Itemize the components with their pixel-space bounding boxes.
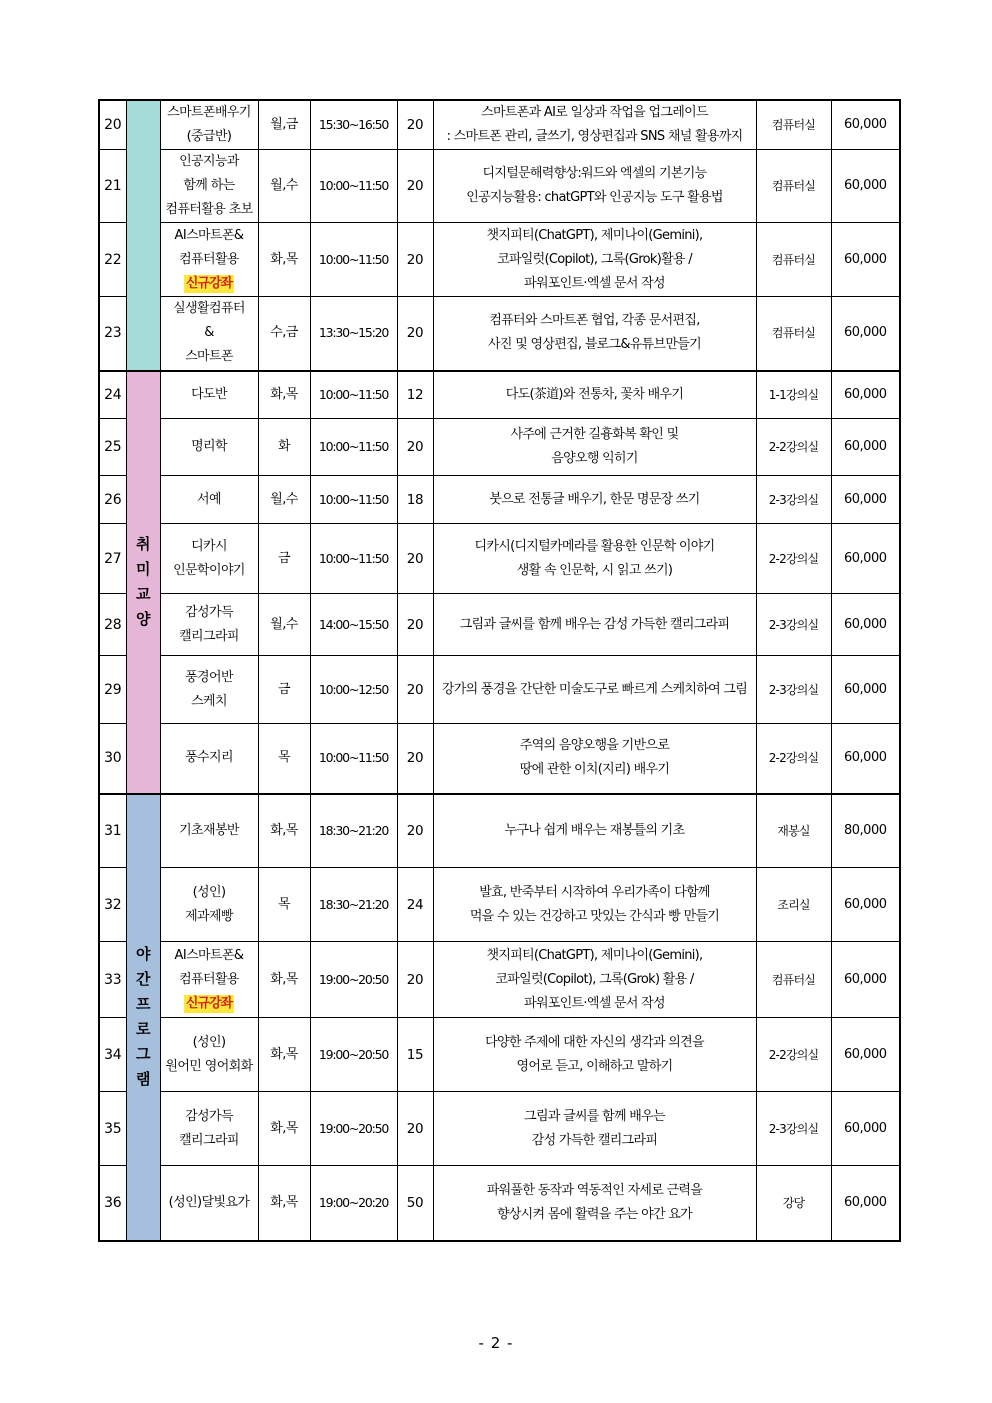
class-time: 10:00~11:50 — [310, 724, 397, 794]
course-name-line: 다도반 — [191, 386, 227, 402]
capacity: 18 — [397, 476, 433, 524]
class-time: 19:00~20:50 — [310, 1092, 397, 1166]
class-days: 금 — [258, 656, 310, 724]
description-line: 감성 가득한 캘리그라피 — [531, 1132, 658, 1148]
table-row — [99, 1092, 900, 1166]
course-name-line: 스케치 — [191, 693, 227, 709]
course-description — [433, 419, 756, 476]
row-number: 22 — [99, 223, 126, 297]
course-fee: 60,000 — [831, 656, 900, 724]
description-line: 사주에 근거한 길흉화복 확인 및 — [510, 427, 679, 442]
category-cell-hobby — [126, 371, 160, 794]
course-name-line: (성인) — [192, 884, 226, 900]
course-name-line: 명리학 — [191, 439, 227, 454]
classroom: 재봉실 — [756, 794, 831, 868]
class-time: 18:30~21:20 — [310, 794, 397, 868]
class-time: 14:00~15:50 — [310, 594, 397, 656]
classroom: 2-3강의실 — [756, 476, 831, 524]
classroom: 조리실 — [756, 868, 831, 942]
course-fee: 60,000 — [831, 223, 900, 297]
description-line: 향상시켜 몸에 활력을 주는 야간 요가 — [496, 1206, 693, 1222]
description-line: 주역의 음양오행을 기반으로 — [519, 738, 670, 754]
course-name-line: 감성가득 — [185, 604, 233, 620]
description-line: 파워포인트·엑셀 문서 작성 — [524, 275, 665, 291]
table-row — [99, 724, 900, 794]
capacity: 20 — [397, 100, 433, 150]
description-line: 챗지피티(ChatGPT), 제미나이(Gemini), — [486, 227, 703, 243]
schedule-body — [99, 100, 900, 1241]
course-name-line: 함께 하는 — [183, 178, 235, 193]
course-description — [433, 100, 756, 150]
capacity: 12 — [397, 371, 433, 419]
course-name-line: 컴퓨터활용 초보 — [165, 202, 253, 217]
course-fee: 60,000 — [831, 942, 900, 1018]
course-fee: 60,000 — [831, 100, 900, 150]
row-number: 26 — [99, 476, 126, 524]
description-line: 그림과 글씨를 함께 배우는 — [524, 1108, 665, 1124]
course-name-line: 캘리그라피 — [179, 1132, 239, 1148]
course-fee: 60,000 — [831, 371, 900, 419]
classroom: 강당 — [756, 1166, 831, 1241]
class-time: 10:00~12:50 — [310, 656, 397, 724]
class-time: 10:00~11:50 — [310, 524, 397, 594]
course-name — [160, 223, 258, 297]
table-row — [99, 594, 900, 656]
table-row — [99, 297, 900, 371]
class-days: 월,금 — [258, 100, 310, 150]
classroom: 컴퓨터실 — [756, 223, 831, 297]
course-name — [160, 100, 258, 150]
capacity: 20 — [397, 656, 433, 724]
course-name-line: & — [204, 325, 214, 341]
row-number: 32 — [99, 868, 126, 942]
table-row — [99, 419, 900, 476]
capacity: 20 — [397, 419, 433, 476]
course-description — [433, 371, 756, 419]
course-description — [433, 476, 756, 524]
class-days: 목 — [258, 868, 310, 942]
course-name-line: 원어민 영어회화 — [165, 1058, 253, 1074]
new-course-badge: 신규강좌 — [185, 995, 233, 1011]
class-days: 금 — [258, 524, 310, 594]
course-description — [433, 656, 756, 724]
description-line: 그림과 글씨를 함께 배우는 감성 가득한 캘리그라피 — [459, 616, 730, 632]
category-cell-night — [126, 794, 160, 1241]
classroom: 2-2강의실 — [756, 419, 831, 476]
course-name — [160, 724, 258, 794]
capacity: 20 — [397, 942, 433, 1018]
course-name-line: 컴퓨터활용 — [179, 971, 239, 987]
class-days: 월,수 — [258, 476, 310, 524]
course-name — [160, 524, 258, 594]
row-number: 27 — [99, 524, 126, 594]
course-name — [160, 1166, 258, 1241]
class-days: 화 — [258, 419, 310, 476]
row-number: 35 — [99, 1092, 126, 1166]
course-fee: 60,000 — [831, 524, 900, 594]
course-fee: 60,000 — [831, 150, 900, 223]
course-description — [433, 1018, 756, 1092]
row-number: 24 — [99, 371, 126, 419]
description-line: 인공지능활용: chatGPT와 인공지능 도구 활용법 — [466, 190, 723, 205]
capacity: 20 — [397, 594, 433, 656]
classroom: 1-1강의실 — [756, 371, 831, 419]
course-name — [160, 942, 258, 1018]
course-fee: 60,000 — [831, 1166, 900, 1241]
row-number: 30 — [99, 724, 126, 794]
description-line: 다양한 주제에 대한 자신의 생각과 의견을 — [485, 1034, 704, 1050]
capacity: 20 — [397, 1092, 433, 1166]
course-name — [160, 297, 258, 371]
class-time: 13:30~15:20 — [310, 297, 397, 371]
course-description — [433, 524, 756, 594]
class-days: 목 — [258, 724, 310, 794]
table-row — [99, 150, 900, 223]
capacity: 20 — [397, 724, 433, 794]
course-name-line: (중급반) — [186, 129, 232, 144]
course-name-line: 제과제빵 — [185, 908, 233, 924]
class-time: 10:00~11:50 — [310, 476, 397, 524]
description-line: 영어로 듣고, 이해하고 말하기 — [516, 1058, 673, 1074]
class-time: 10:00~11:50 — [310, 150, 397, 223]
course-name — [160, 476, 258, 524]
class-days: 화,목 — [258, 371, 310, 419]
class-days: 화,목 — [258, 223, 310, 297]
classroom: 2-3강의실 — [756, 656, 831, 724]
table-row — [99, 223, 900, 297]
course-name — [160, 594, 258, 656]
classroom: 2-2강의실 — [756, 524, 831, 594]
row-number: 23 — [99, 297, 126, 371]
table-row — [99, 371, 900, 419]
course-name-line: 풍수지리 — [185, 750, 233, 766]
class-time: 10:00~11:50 — [310, 223, 397, 297]
description-line: 디지털문해력향상:워드와 엑셀의 기본기능 — [482, 166, 707, 181]
new-course-badge-line — [163, 992, 256, 1016]
course-fee: 60,000 — [831, 868, 900, 942]
course-name — [160, 1018, 258, 1092]
table-row — [99, 656, 900, 724]
course-name — [160, 794, 258, 868]
class-days: 화,목 — [258, 1166, 310, 1241]
classroom: 2-2강의실 — [756, 724, 831, 794]
class-time: 18:30~21:20 — [310, 868, 397, 942]
description-line: 먹을 수 있는 건강하고 맛있는 간식과 빵 만들기 — [469, 908, 720, 924]
course-name-line: 캘리그라피 — [179, 628, 239, 644]
capacity: 20 — [397, 150, 433, 223]
description-line: 다도(茶道)와 전통차, 꽃차 배우기 — [505, 386, 684, 402]
course-name-line: 스마트폰 — [185, 349, 233, 365]
classroom: 컴퓨터실 — [756, 100, 831, 150]
class-time: 15:30~16:50 — [310, 100, 397, 150]
course-name-line: 인문학이야기 — [173, 562, 245, 578]
description-line: 디카시(디지털카메라를 활용한 인문학 이야기 — [474, 538, 715, 554]
table-row — [99, 868, 900, 942]
course-description — [433, 223, 756, 297]
course-name-line: 기초재봉반 — [179, 822, 239, 838]
class-time: 10:00~11:50 — [310, 371, 397, 419]
description-line: 코파일럿(Copilot), 그록(Grok)활용 / — [497, 251, 692, 267]
table-row — [99, 100, 900, 150]
course-fee: 60,000 — [831, 1092, 900, 1166]
description-line: 음양오행 익히기 — [551, 451, 638, 466]
course-fee: 60,000 — [831, 594, 900, 656]
class-days: 수,금 — [258, 297, 310, 371]
class-time: 19:00~20:20 — [310, 1166, 397, 1241]
course-name — [160, 150, 258, 223]
capacity: 20 — [397, 524, 433, 594]
description-line: 강가의 풍경을 간단한 미술도구로 빠르게 스케치하여 그림 — [441, 681, 748, 697]
row-number: 29 — [99, 656, 126, 724]
row-number: 28 — [99, 594, 126, 656]
class-days: 화,목 — [258, 942, 310, 1018]
course-fee: 60,000 — [831, 1018, 900, 1092]
course-description — [433, 297, 756, 371]
course-name — [160, 371, 258, 419]
category-cell-it — [126, 100, 160, 371]
course-name-line: AI스마트폰& — [174, 947, 244, 963]
course-name-line: 풍경어반 — [185, 669, 233, 685]
course-name-line: 컴퓨터활용 — [179, 251, 239, 267]
table-row — [99, 524, 900, 594]
description-line: 코파일럿(Copilot), 그록(Grok) 활용 / — [495, 971, 694, 987]
course-fee: 60,000 — [831, 297, 900, 371]
table-row — [99, 942, 900, 1018]
course-name-line: 디카시 — [191, 538, 227, 554]
new-course-badge-line — [163, 272, 256, 296]
classroom: 2-3강의실 — [756, 1092, 831, 1166]
new-course-badge: 신규강좌 — [185, 275, 233, 291]
classroom: 2-3강의실 — [756, 594, 831, 656]
course-name-line: 스마트폰배우기 — [167, 105, 251, 120]
course-fee: 60,000 — [831, 476, 900, 524]
class-days: 화,목 — [258, 794, 310, 868]
course-description — [433, 868, 756, 942]
course-name — [160, 656, 258, 724]
class-days: 월,수 — [258, 150, 310, 223]
capacity: 50 — [397, 1166, 433, 1241]
course-description — [433, 1166, 756, 1241]
class-days: 월,수 — [258, 594, 310, 656]
description-line: 파워포인트·엑셀 문서 작성 — [524, 995, 665, 1011]
description-line: 발효, 반죽부터 시작하여 우리가족이 다함께 — [479, 884, 710, 900]
capacity: 20 — [397, 297, 433, 371]
course-fee: 80,000 — [831, 794, 900, 868]
course-name-line: (성인)달빛요가 — [168, 1194, 250, 1210]
page-number: - 2 - — [478, 1334, 514, 1352]
table-row — [99, 794, 900, 868]
course-fee: 60,000 — [831, 419, 900, 476]
course-description — [433, 150, 756, 223]
row-number: 33 — [99, 942, 126, 1018]
course-name-line: AI스마트폰& — [174, 227, 244, 243]
course-name — [160, 868, 258, 942]
course-description — [433, 794, 756, 868]
description-line: 땅에 관한 이치(지리) 배우기 — [519, 762, 670, 778]
description-line: 누구나 쉽게 배우는 재봉틀의 기초 — [504, 822, 685, 838]
course-name-line: 서예 — [197, 491, 221, 507]
row-number: 21 — [99, 150, 126, 223]
capacity: 15 — [397, 1018, 433, 1092]
table-row — [99, 1166, 900, 1241]
course-description — [433, 942, 756, 1018]
course-name-line: 인공지능과 — [179, 154, 239, 169]
row-number: 34 — [99, 1018, 126, 1092]
course-fee: 60,000 — [831, 724, 900, 794]
table-row — [99, 476, 900, 524]
course-name — [160, 1092, 258, 1166]
description-line: 파워풀한 동작과 역동적인 자세로 근력을 — [486, 1182, 703, 1198]
course-description — [433, 1092, 756, 1166]
description-line: 생활 속 인문학, 시 읽고 쓰기) — [516, 562, 673, 578]
course-name-line: (성인) — [192, 1034, 226, 1050]
class-time: 10:00~11:50 — [310, 419, 397, 476]
classroom: 컴퓨터실 — [756, 150, 831, 223]
table-row — [99, 1018, 900, 1092]
row-number: 36 — [99, 1166, 126, 1241]
classroom: 2-2강의실 — [756, 1018, 831, 1092]
class-days: 화,목 — [258, 1092, 310, 1166]
classroom: 컴퓨터실 — [756, 297, 831, 371]
course-name — [160, 419, 258, 476]
category-label: 야간프로그램 — [136, 945, 150, 1088]
course-description — [433, 724, 756, 794]
row-number: 20 — [99, 100, 126, 150]
description-line: 붓으로 전통글 배우기, 한문 명문장 쓰기 — [489, 491, 700, 507]
capacity: 20 — [397, 223, 433, 297]
description-line: 컴퓨터와 스마트폰 협업, 각종 문서편집, — [489, 313, 700, 329]
capacity: 20 — [397, 794, 433, 868]
classroom: 컴퓨터실 — [756, 942, 831, 1018]
category-label: 취미교양 — [136, 535, 150, 628]
capacity: 24 — [397, 868, 433, 942]
row-number: 31 — [99, 794, 126, 868]
description-line: : 스마트폰 관리, 글쓰기, 영상편집과 SNS 채널 활용까지 — [446, 129, 743, 144]
class-time: 19:00~20:50 — [310, 942, 397, 1018]
description-line: 사진 및 영상편집, 블로그&유튜브만들기 — [488, 337, 701, 353]
row-number: 25 — [99, 419, 126, 476]
course-name-line: 실생활컴퓨터 — [173, 301, 245, 317]
program-schedule-table — [98, 99, 901, 1242]
description-line: 스마트폰과 AI로 일상과 작업을 업그레이드 — [481, 105, 708, 120]
course-name-line: 감성가득 — [185, 1108, 233, 1124]
class-time: 19:00~20:50 — [310, 1018, 397, 1092]
class-days: 화,목 — [258, 1018, 310, 1092]
course-description — [433, 594, 756, 656]
description-line: 챗지피티(ChatGPT), 제미나이(Gemini), — [486, 947, 703, 963]
